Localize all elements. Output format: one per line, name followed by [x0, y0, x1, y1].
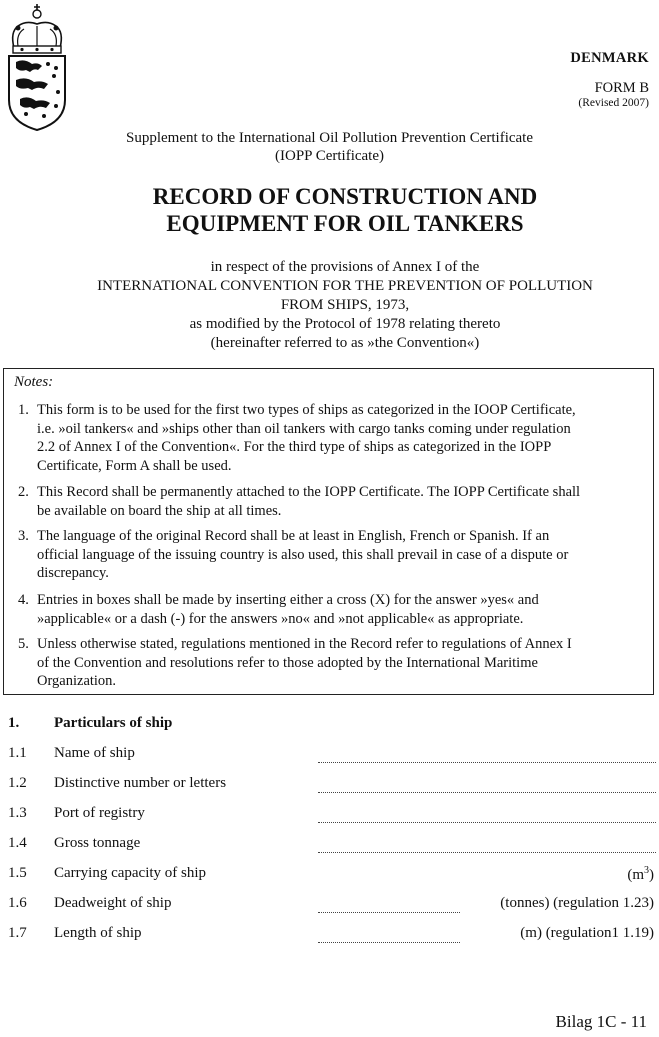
note-line: of the Convention and resolutions refer to those adopted by the International Maritime: [37, 654, 538, 671]
note-line: This form is to be used for the first two types of ships as categorized in the IOOP Certificate,: [37, 402, 576, 418]
note-number: 1.: [18, 402, 29, 418]
field-label: Deadweight of ship: [54, 895, 172, 911]
section-title: Particulars of ship: [54, 715, 173, 731]
distinctive-number-input[interactable]: [318, 792, 656, 793]
field-number: 1.1: [8, 745, 27, 761]
field-number: 1.5: [8, 865, 27, 881]
field-label: Length of ship: [54, 925, 142, 941]
note-line: The language of the original Record shall be at least in English, French or Spanish. If an: [37, 528, 550, 544]
note-line: be available on board the ship at all times.: [37, 502, 282, 519]
unit-superscript: 3: [644, 865, 649, 876]
field-label: Port of registry: [54, 805, 145, 821]
intro-line: FROM SHIPS, 1973,: [280, 297, 410, 313]
unit-label: (tonnes) (regulation 1.23): [500, 895, 654, 911]
supplement-line: (IOPP Certificate): [275, 148, 384, 164]
field-number: 1.6: [8, 895, 27, 911]
note-line: 2.2 of Annex I of the Convention«. For the third type of ships as categorized in the IOPP: [37, 439, 552, 455]
note-item: [18, 527, 643, 583]
note-line: Organization.: [37, 673, 117, 689]
title-line: EQUIPMENT FOR OIL TANKERS: [166, 211, 524, 236]
supplement-text: [0, 129, 659, 165]
note-item: [18, 635, 643, 691]
note-text: [37, 483, 643, 520]
country-name: DENMARK: [570, 50, 649, 66]
section-number: 1.: [8, 715, 20, 731]
note-text: [37, 591, 643, 628]
title-line: RECORD OF CONSTRUCTION AND: [152, 184, 538, 209]
note-number: 4.: [18, 592, 29, 608]
intro-line: as modified by the Protocol of 1978 relating thereto: [189, 316, 501, 332]
intro-line: (hereinafter referred to as »the Convention«): [210, 335, 480, 351]
note-item: [18, 483, 643, 520]
field-number: 1.4: [8, 835, 27, 851]
supplement-line: Supplement to the International Oil Pollution Prevention Certificate: [126, 130, 533, 146]
field-label: Distinctive number or letters: [54, 775, 227, 791]
intro-line: INTERNATIONAL CONVENTION FOR THE PREVENTION OF POLLUTION: [97, 278, 593, 294]
length-input[interactable]: [318, 942, 460, 943]
note-line: official language of the issuing country is also used, this shall prevail in case of a dispute or: [37, 546, 569, 563]
field-number: 1.3: [8, 805, 27, 821]
note-number: 2.: [18, 484, 29, 500]
note-line: Unless otherwise stated, regulations mentioned in the Record refer to regulations of Annex I: [37, 636, 572, 652]
note-line: This Record shall be permanently attached to the IOPP Certificate. The IOPP Certificate shall: [37, 484, 581, 500]
note-number: 5.: [18, 636, 29, 652]
note-number: 3.: [18, 528, 29, 544]
note-item: [18, 591, 643, 628]
note-line: »applicable« or a dash (-) for the answers »no« and »not applicable« as appropriate.: [37, 610, 524, 627]
intro-line: in respect of the provisions of Annex I of the: [210, 259, 480, 275]
note-item: [18, 401, 643, 475]
unit-label: (m) (regulation1 1.19): [520, 925, 654, 941]
note-line: Certificate, Form A shall be used.: [37, 457, 232, 474]
unit-close: ): [649, 867, 654, 883]
unit-label: [627, 865, 654, 884]
note-line: discrepancy.: [37, 565, 109, 581]
deadweight-input[interactable]: [318, 912, 460, 913]
field-label: Carrying capacity of ship: [54, 865, 207, 881]
revision-note: (Revised 2007): [578, 97, 649, 109]
notes-box: [3, 368, 654, 695]
document-title: [0, 183, 659, 237]
field-label: Gross tonnage: [54, 835, 141, 851]
convention-intro: [0, 258, 659, 353]
notes-label: Notes:: [14, 374, 54, 390]
field-number: 1.2: [8, 775, 27, 791]
field-number: 1.7: [8, 925, 27, 941]
name-of-ship-input[interactable]: [318, 762, 656, 763]
gross-tonnage-input[interactable]: [318, 852, 656, 853]
note-text: [37, 527, 643, 583]
note-text: [37, 635, 643, 691]
note-line: i.e. »oil tankers« and »ships other than oil tankers with cargo tanks coming under regulation: [37, 420, 571, 437]
page-number: Bilag 1C - 11: [555, 1012, 647, 1031]
unit-text: (m: [627, 867, 644, 883]
form-identifier: FORM B: [594, 80, 649, 96]
port-of-registry-input[interactable]: [318, 822, 656, 823]
note-text: [37, 401, 643, 475]
field-label: Name of ship: [54, 745, 135, 761]
note-line: Entries in boxes shall be made by inserting either a cross (X) for the answer »yes« and: [37, 592, 539, 608]
danish-coat-of-arms-icon: [4, 2, 70, 132]
